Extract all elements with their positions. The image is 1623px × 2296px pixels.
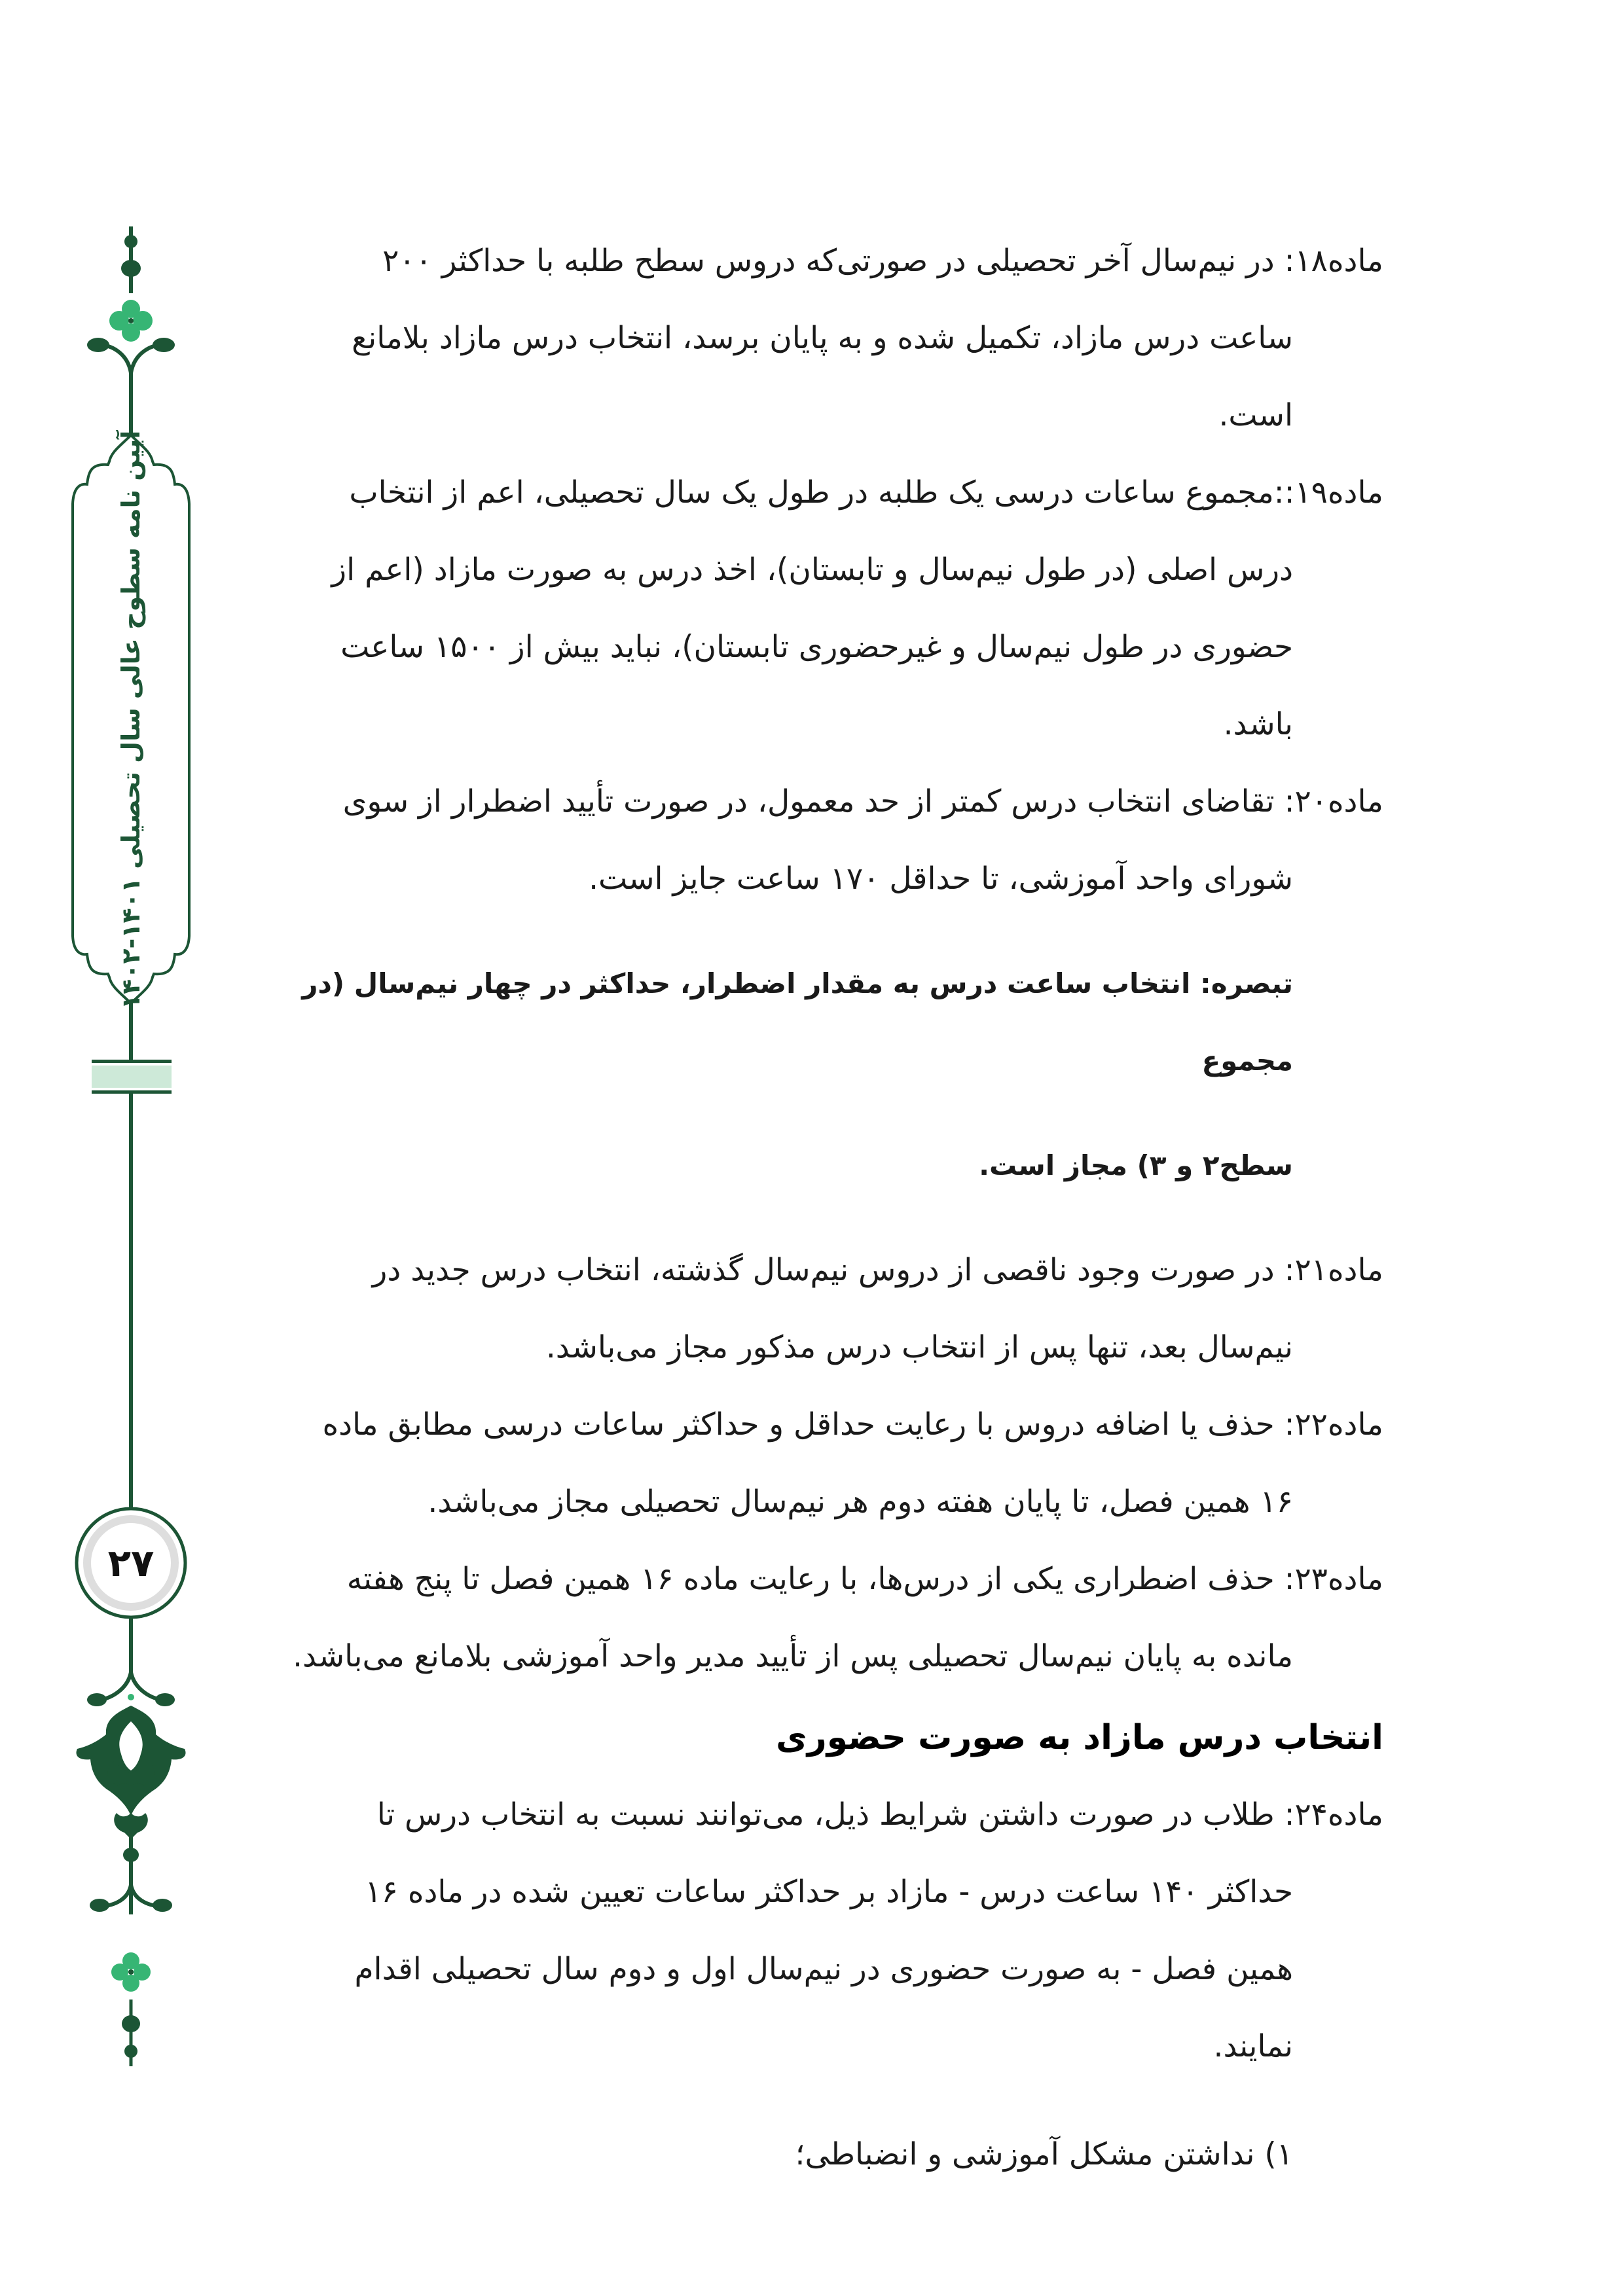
divider-bar-icon — [92, 1003, 172, 1507]
article-text: طلاب در صورت داشتن شرایط ذیل، می‌توانند نسبت به انتخاب درس تا — [376, 1797, 1275, 1833]
article-text: حذف اضطراری یکی از درس‌ها، با رعایت ماده ۱۶ همین فصل تا پنج هفته — [346, 1561, 1275, 1597]
article-first-line — [259, 763, 1383, 840]
bottom-arabesque-icon — [76, 1672, 185, 1914]
article-24 — [259, 1776, 1383, 2193]
article-line: ساعت درس مازاد، تکمیل شده و به پایان برسد، انتخاب درس مازاد بلامانع — [352, 320, 1293, 356]
article-text: تقاضای انتخاب درس کمتر از حد معمول، در صورت تأیید اضطرار از سوی — [342, 783, 1275, 819]
side-ornament — [0, 0, 262, 2296]
article-label: ماده۲۱: — [1284, 1252, 1383, 1288]
article-line: شورای واحد آموزشی، تا حداقل ۱۷۰ ساعت جایز است. — [589, 861, 1293, 897]
article-text: حذف یا اضافه دروس با رعایت حداقل و حداکثر ساعات درسی مطابق ماده — [322, 1407, 1275, 1443]
top-finial-icon — [121, 226, 141, 293]
article-label: ماده۲۳: — [1284, 1561, 1383, 1597]
page-content — [259, 223, 1383, 2224]
page-number: ۲۷ — [107, 1541, 155, 1585]
article-19 — [259, 454, 1383, 763]
article-first-line — [259, 1776, 1383, 1854]
article-label: ماده۲۲: — [1284, 1407, 1383, 1443]
article-first-line — [259, 1541, 1383, 1618]
article-20 — [259, 763, 1383, 1204]
article-text: در نیم‌سال آخر تحصیلی در صورتی‌که دروس سطح طلبه با حداکثر ۲۰۰ — [382, 243, 1275, 279]
bottom-flower-icon — [111, 1952, 151, 1992]
article-text: :مجموع ساعات درسی یک طلبه در طول یک سال تحصیلی، اعم از انتخاب — [349, 475, 1285, 511]
article-line: حداکثر ۱۴۰ ساعت درس - مازاد بر حداکثر ساعات تعیین شده در ماده ۱۶ — [365, 1874, 1293, 1910]
article-line: ۱۶ همین فصل، تا پایان هفته دوم هر نیم‌سال تحصیلی مجاز می‌باشد. — [428, 1484, 1293, 1520]
article-label: ماده۱۸: — [1284, 243, 1383, 279]
article-text: در صورت وجود ناقصی از دروس نیم‌سال گذشته، انتخاب درس جدید در — [372, 1252, 1275, 1288]
article-first-line — [259, 223, 1383, 300]
top-flower-icon — [109, 300, 153, 342]
article-22 — [259, 1386, 1383, 1541]
bottom-finial-icon — [122, 2000, 140, 2066]
article-first-line — [259, 454, 1383, 531]
running-title: آیین نامه سطوح عالی سال تحصیلی ۱۴۰۱-۱۴۰۲ — [117, 430, 145, 1010]
condition-list-item: ۱) نداشتن مشکل آموزشی و انضباطی؛ — [795, 2136, 1293, 2172]
article-line: باشد. — [1223, 706, 1293, 742]
article-line: درس اصلی (در طول نیم‌سال و تابستان)، اخذ درس به صورت مازاد (اعم از — [331, 552, 1293, 588]
note-line: تبصره: انتخاب ساعت درس به مقدار اضطرار، حداکثر در چهار نیم‌سال (در مجموع — [302, 967, 1293, 1077]
article-line: نمایند. — [1213, 2028, 1293, 2064]
top-leaves-icon — [87, 338, 175, 435]
article-line: همین فصل - به صورت حضوری در نیم‌سال اول و دوم سال تحصیلی اقدام — [354, 1951, 1293, 1987]
section-heading: انتخاب درس مازاد به صورت حضوری — [776, 1718, 1383, 1757]
article-first-line — [259, 1232, 1383, 1309]
article-label: ماده۲۰: — [1284, 783, 1383, 819]
article-18 — [259, 223, 1383, 454]
article-23 — [259, 1541, 1383, 1695]
article-line: حضوری در طول نیم‌سال و غیرحضوری تابستان)، نباید بیش از ۱۵۰۰ ساعت — [340, 629, 1293, 665]
article-label: ماده۲۴: — [1284, 1797, 1383, 1833]
article-line: نیم‌سال بعد، تنها پس از انتخاب درس مذکور مجاز می‌باشد. — [545, 1329, 1293, 1365]
note-line: سطح۲ و ۳) مجاز است. — [979, 1149, 1293, 1181]
article-21 — [259, 1232, 1383, 1386]
page-number-badge-icon — [77, 1509, 185, 1672]
article-first-line — [259, 1386, 1383, 1463]
article-line: است. — [1218, 397, 1293, 433]
article-line: مانده به پایان نیم‌سال تحصیلی پس از تأیید مدیر واحد آموزشی بلامانع می‌باشد. — [293, 1638, 1293, 1674]
article-label: ماده۱۹: — [1284, 475, 1383, 511]
